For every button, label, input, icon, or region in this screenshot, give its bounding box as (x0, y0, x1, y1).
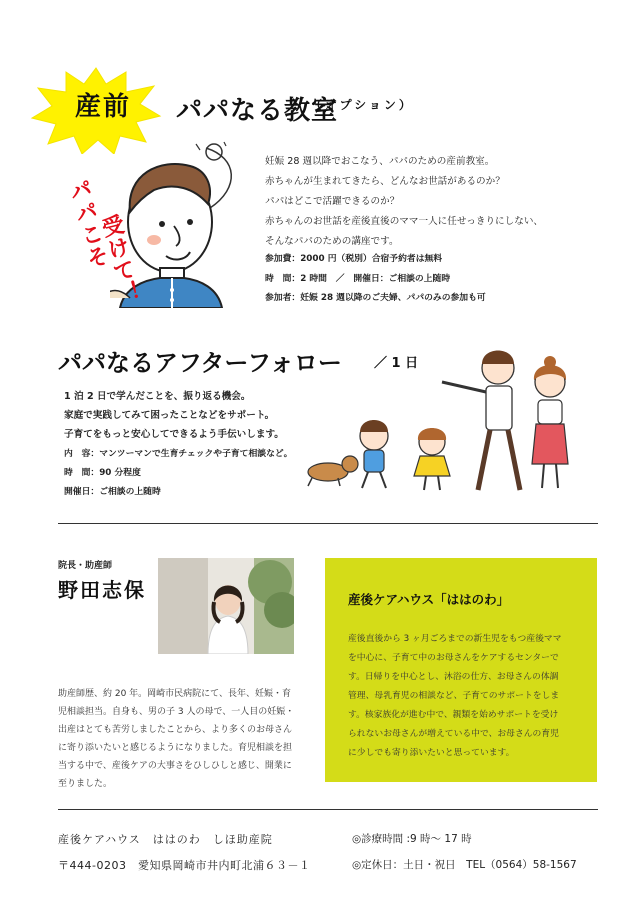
footer-closed-phone: ◎定休日：土日・祝日 TEL（0564）58-1567 (352, 859, 577, 871)
afterfollow-content: 内 容：マンツーマンで生育チェックや子育て相談など。 (64, 449, 293, 459)
carehouse-title: 産後ケアハウス「ははのわ」 (348, 592, 510, 607)
afterfollow-description (64, 387, 284, 444)
footer-address: 〒444-0203 愛知県岡崎市井内町北浦６３－１ (58, 859, 311, 872)
intro-line: パパはどこで活躍できるのか？ (265, 196, 400, 207)
carehouse-line: に少しでも寄り添いたいと思っています。 (348, 748, 515, 758)
bio-line: 助産師歴、約 20 年。岡崎市民病院にて、長年、妊娠・育 (58, 689, 291, 699)
director-name: 野田志保 (58, 578, 146, 602)
afterfollow-time: 時 間：90 分程度 (64, 468, 141, 478)
intro-line: 赤ちゃんのお世話を産後直後のママ一人に任せっきりにしない、 (265, 216, 544, 227)
bio-line: 当する中で、産後ケアの大事さをひしひしと感じ、開業に (58, 761, 292, 771)
class-details (265, 250, 625, 309)
footer-org: 産後ケアハウス ははのわ しほ助産院 (58, 833, 273, 846)
eligible-detail: 参加者：妊娠 28 週以降のご夫婦、パパのみの参加も可 (265, 293, 486, 303)
afterfollow-details (64, 445, 292, 502)
afterfollow-line: 子育てをもっと安心してできるよう手伝いします。 (64, 429, 284, 440)
footer-hours: ◎診療時間 :9 時～ 17 時 (352, 833, 472, 845)
carehouse-line: す。核家族化が進む中で、親類を始めサポートを受け (348, 710, 559, 720)
family-illustration (298, 346, 598, 496)
director-photo (158, 558, 294, 654)
intro-text (265, 152, 625, 252)
afterfollow-title: パパなるアフターフォロー (58, 349, 342, 377)
director-role: 院長・助産師 (58, 561, 113, 571)
bio-line: 出産はとても苦労しましたことから、より多くのお母さん (58, 725, 293, 735)
slogan (64, 176, 174, 328)
carehouse-line: 産後直後から 3 ヶ月ごろまでの新生児をもつ産後ママ (348, 634, 562, 644)
intro-line: 妊娠 28 週以降でおこなう、パパのための産前教室。 (265, 156, 495, 167)
page-subtitle: （オプション） (310, 98, 414, 112)
carehouse-line: を中心に、子育て中のお母さんをケアするセンターで (348, 653, 559, 663)
afterfollow-line: 1 泊 2 日で学んだことを、振り返る機会。 (64, 391, 251, 402)
divider-top (58, 523, 598, 524)
afterfollow-line: 家庭で実践してみて困ったことなどをサポート。 (64, 410, 275, 421)
afterfollow-date: 開催日：ご相談の上随時 (64, 487, 161, 497)
carehouse-line: られないお母さんが増えている中で、お母さんの育児 (348, 729, 559, 739)
bio-line: 児相談担当。自身も、男の子 3 人の母で、一人目の妊娠・ (58, 707, 295, 717)
bio-line: に寄り添いたいと感じるようになりました。育児相談を担 (58, 743, 293, 753)
intro-line: そんなパパのための講座です。 (265, 236, 399, 247)
page-title: パパなる教室 (176, 96, 339, 126)
carehouse-line: 管理、母乳育児の相談など、子育てのサポートをしま (348, 691, 560, 701)
intro-line: 赤ちゃんが生まれてきたら、どんなお世話があるのか？ (265, 176, 505, 187)
fee-detail: 参加費：2000 円（税別）合宿予約者は無料 (265, 254, 443, 264)
slogan-line-2: 受けて！ (96, 212, 143, 308)
bio-line: 至りました。 (58, 779, 113, 789)
badge-label: 産前 (74, 92, 131, 122)
slogan-line-1: パパこそ (64, 176, 111, 272)
director-bio (58, 685, 308, 793)
afterfollow-subtitle: ／ 1 日 (374, 356, 419, 371)
divider-bottom (58, 809, 598, 810)
time-detail: 時 間：2 時間 ／ 開催日：ご相談の上随時 (265, 273, 451, 284)
carehouse-description (348, 630, 588, 763)
carehouse-line: す。日帰りを中心とし、沐浴の仕方、お母さんの体調 (348, 672, 559, 682)
